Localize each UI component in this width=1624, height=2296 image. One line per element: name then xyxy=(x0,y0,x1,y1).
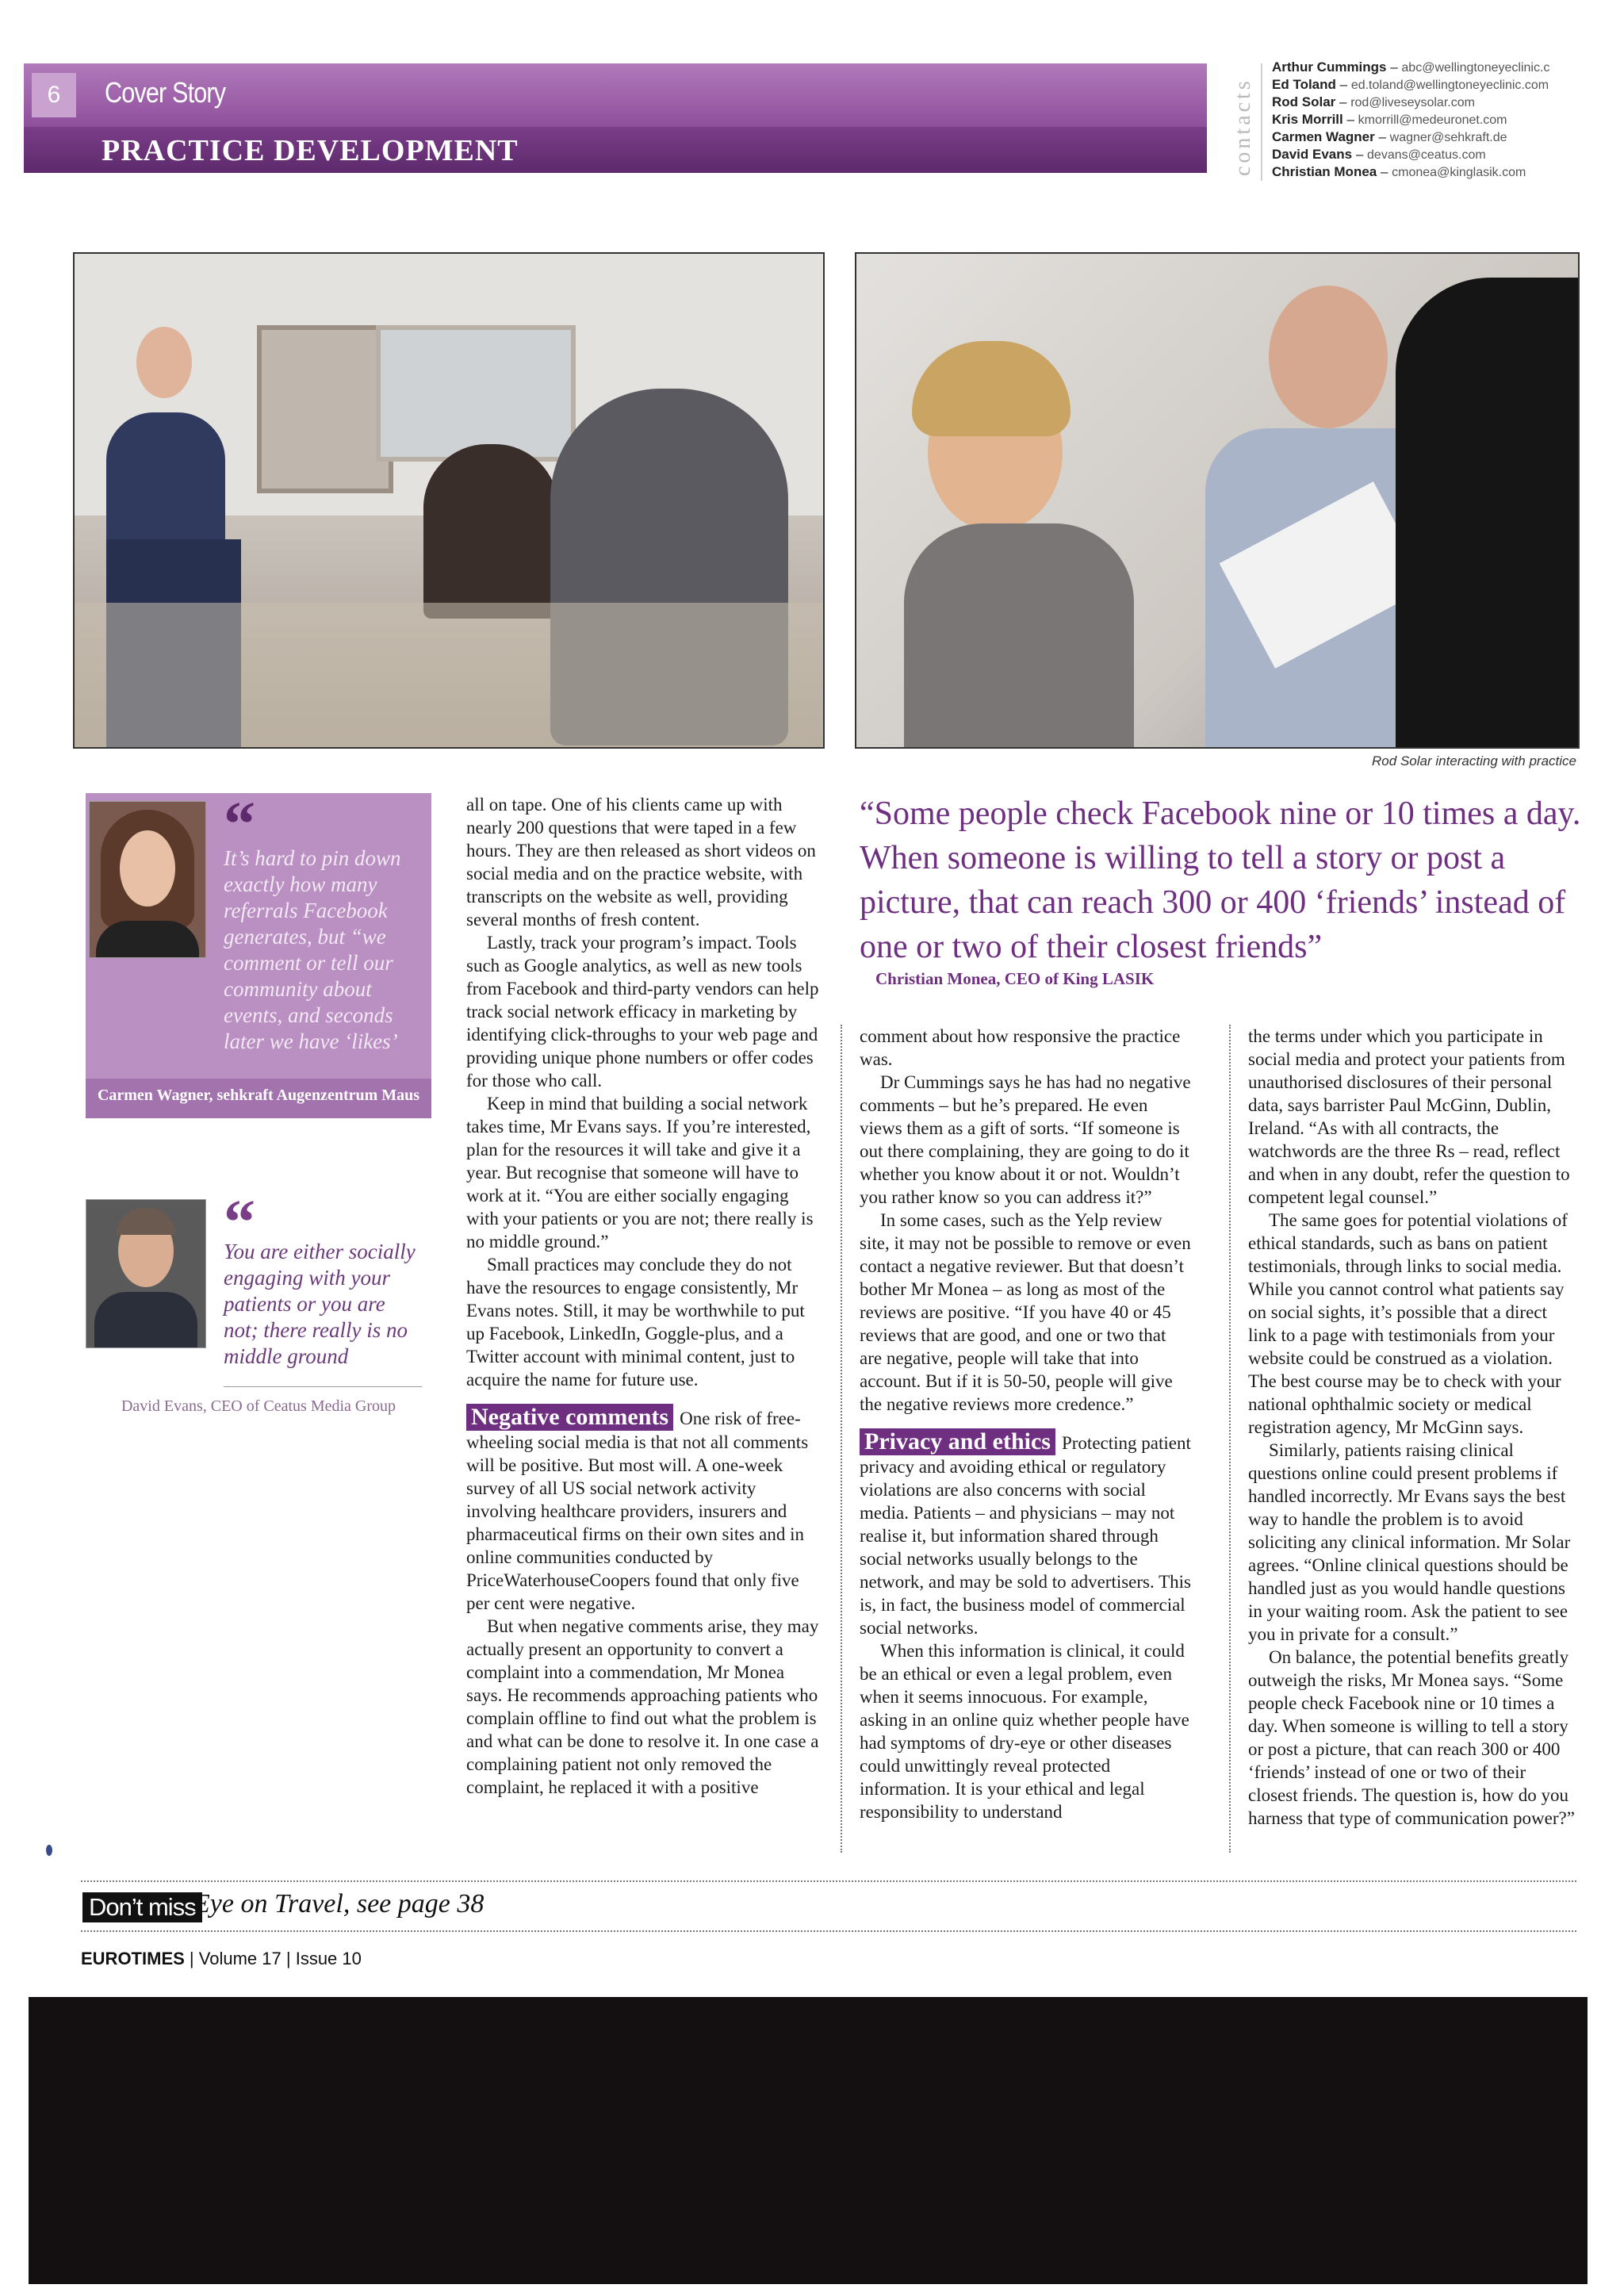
paragraph: Lastly, track your program’s impact. Tools such as Google analytics, as well as new tools from Facebook and third-party vendors can help track social network efficacy in marketing by identifying click-throughs to your web page and providing unique phone numbers or offer codes for those who call. xyxy=(466,933,819,1091)
paragraph: On balance, the potential benefits greatly outweigh the risks, Mr Monea says. “Some people check Facebook nine or 10 times a day. When someone is willing to tell a story or post a picture, that can reach 300 or 400 ‘friends’ instead of one or two of their closest friends. The question is, how do you harness that type of communication power?” xyxy=(1248,1647,1575,1828)
paragraph: Keep in mind that building a social network takes time, Mr Evans says. If you’re interested, plan for the resources it will take and give it a year. But recognise that someone will have to work at it. “You are either socially engaging with your patients or you are not; there really is no middle ground.” xyxy=(466,1094,814,1251)
contact-email[interactable]: devans@ceatus.com xyxy=(1367,148,1486,162)
contact-item: Arthur Cummings – abc@wellingtoneyeclinic.c xyxy=(1272,59,1550,75)
contacts-list xyxy=(1272,59,1621,181)
sidebar-divider xyxy=(224,1386,422,1387)
quote-mark-icon: “ xyxy=(224,790,255,860)
section-label: Cover Story xyxy=(105,76,226,109)
contact-email[interactable]: ed.toland@wellingtoneyeclinic.com xyxy=(1350,79,1549,92)
dont-miss-link[interactable]: Eye on Travel, see page 38 xyxy=(193,1889,485,1918)
paragraph: The same goes for potential violations of ethical standards, such as bans on patient testimonials, through links to social media. While you cannot control what patients say on social sights, it’s possible that a direct link to a page with testimonials from your website could be construed as a violation. The best course may be to check with your national ophthalmic society or medical registration agency, Mr McGinn says. xyxy=(1248,1210,1568,1437)
sidebar-quote-text: You are either socially engaging with your patients or you are not; there really is no middle ground xyxy=(224,1240,416,1368)
contact-item: David Evans – devans@ceatus.com xyxy=(1272,147,1486,162)
carmen-wagner-headshot xyxy=(89,801,206,958)
paragraph: When this information is clinical, it could be an ethical or even a legal problem, even when it seems innocuous. For example, asking in an online quiz whether people have had symptoms of dry-eye or other diseases could unwittingly reveal protected information. It is your ethical and legal responsibility to understand xyxy=(860,1641,1189,1822)
contact-email[interactable]: cmonea@kinglasik.com xyxy=(1392,166,1526,179)
article-column-3 xyxy=(1248,1025,1576,1830)
sidebar-quote-text: It’s hard to pin down exactly how many referrals Facebook generates, but “we comment or tell our community about events, and seconds later we have ‘likes’ xyxy=(224,846,401,1053)
column-divider xyxy=(1229,1025,1231,1853)
issue-label: Issue 10 xyxy=(295,1949,362,1968)
sidebar-quote-attribution: Carmen Wagner, sehkraft Augenzentrum Maus xyxy=(97,1087,420,1104)
contact-email[interactable]: kmorrill@medeuronet.com xyxy=(1358,113,1507,127)
pull-quote: “Some people check Facebook nine or 10 times a day. When someone is willing to tell a story or post a picture, that can reach 300 or 400 ‘friends’ instead of one or two of their closest friends” xyxy=(860,795,1581,965)
contact-email[interactable]: rod@liveseysolar.com xyxy=(1350,96,1475,109)
paragraph: the terms under which you participate in social media and protect your patients from unauthorised disclosures of their personal data, says barrister Paul McGinn, Dublin, Ireland. “As with all contracts, the watchwords are the three Rs – read, reflect and when in any doubt, refer the question to competent legal counsel.” xyxy=(1248,1026,1570,1207)
subhead-negative-comments: Negative comments xyxy=(466,1404,673,1431)
contact-email[interactable]: wagner@sehkraft.de xyxy=(1389,131,1507,144)
contact-item: Rod Solar – rod@liveseysolar.com xyxy=(1272,94,1475,109)
publication-name: EUROTIMES xyxy=(81,1949,185,1968)
contacts-divider xyxy=(1261,63,1262,181)
footer-divider xyxy=(81,1930,1576,1932)
quote-mark-icon: “ xyxy=(224,1188,255,1258)
sidebar-quote-attribution: David Evans, CEO of Ceatus Media Group xyxy=(121,1397,396,1415)
paragraph: comment about how responsive the practice was. xyxy=(860,1026,1181,1069)
speaker-photo xyxy=(73,252,825,749)
article-column-1 xyxy=(466,793,820,1799)
paragraph: Privacy and ethics Protecting patient privacy and avoiding ethical or regulatory violations are also concerns with social media. Patients – and physicians – may not realise it, but information shared through social networks usually belongs to the network, and may be sold to advertisers. This is, in fact, the business model of commercial social networks. xyxy=(860,1428,1191,1638)
contact-item: Carmen Wagner – wagner@sehkraft.de xyxy=(1272,129,1507,144)
paragraph: In some cases, such as the Yelp review site, it may not be possible to remove or even contact a negative reviewer. But that doesn’t bother Mr Monea – as long as most of the reviews are positive. “If you have 40 or 45 reviews that are good, and one or two that are negative, people will take that into account. But if it is 50-50, people will give the negative reviews more credence.” xyxy=(860,1210,1191,1414)
pull-quote-attribution: Christian Monea, CEO of King LASIK xyxy=(875,969,1155,988)
paragraph: all on tape. One of his clients came up with nearly 200 questions that were taped in a few hours. They are then released as short videos on social media and on the practice website, with transcripts on the website as well, providing several months of fresh content. xyxy=(466,795,816,930)
column-divider xyxy=(841,1025,842,1853)
article-column-2 xyxy=(860,1025,1193,1823)
subhead-privacy-and-ethics: Privacy and ethics xyxy=(860,1428,1055,1455)
paragraph: Dr Cummings says he has had no negative comments – but he’s prepared. He even views them as a gift of sorts. “If someone is out there complaining, they are going to do it whether you know about it or not. Wouldn’t you rather know so you can address it?” xyxy=(860,1072,1191,1207)
margin-dot xyxy=(46,1845,52,1856)
category-label: PRACTICE DEVELOPMENT xyxy=(102,134,519,167)
paragraph: Similarly, patients raising clinical questions online could present problems if handled incorrectly. Mr Evans says the best way to handle the problem is to avoid soliciting any clinical information. Mr Solar agrees. “Online clinical questions should be handled just as you would handle questions in your waiting room. Ask the patient to see you in private for a consult.” xyxy=(1248,1440,1571,1644)
david-evans-headshot xyxy=(86,1199,206,1348)
paragraph: But when negative comments arise, they may actually present an opportunity to convert a complaint into a commendation, Mr Monea says. He recommends approaching patients who complain offline to find out what the problem is and what can be done to resolve it. In one case a complaining patient not only removed the complaint, he replaced it with a positive xyxy=(466,1616,819,1797)
contact-item: Christian Monea – cmonea@kinglasik.com xyxy=(1272,164,1526,179)
contact-item: Kris Morrill – kmorrill@medeuronet.com xyxy=(1272,112,1507,127)
page-number: 6 xyxy=(32,73,76,117)
contact-email[interactable]: abc@wellingtoneyeclinic.c xyxy=(1401,61,1550,75)
photo-caption: Rod Solar interacting with practice xyxy=(1372,753,1576,769)
paragraph: Negative comments One risk of free-wheeling social media is that not all comments will be positive. But most will. A one-week survey of all US social network activity involving healthcare providers, insurers and pharmaceutical firms on their own sites and in online communities conducted by PriceWaterhouseCoopers found that only five per cent were negative. xyxy=(466,1404,809,1613)
paragraph: Small practices may conclude they do not have the resources to engage consistently, Mr Evans notes. Still, it may be worthwhile to put up Facebook, LinkedIn, Goggle-plus, and a Twitter account with minimal content, just to acquire the name for future use. xyxy=(466,1255,805,1389)
footer-masthead: EUROTIMES | Volume 17 | Issue 10 xyxy=(81,1949,362,1968)
interaction-photo xyxy=(855,252,1580,749)
contact-item: Ed Toland – ed.toland@wellingtoneyeclinic.com xyxy=(1272,77,1549,92)
dont-miss-badge: Don’t miss xyxy=(82,1892,202,1922)
volume-label: Volume 17 xyxy=(198,1949,282,1968)
footer-divider xyxy=(81,1880,1576,1882)
contacts-heading: contacts xyxy=(1231,78,1255,176)
scan-dark-band xyxy=(29,1997,1588,2284)
